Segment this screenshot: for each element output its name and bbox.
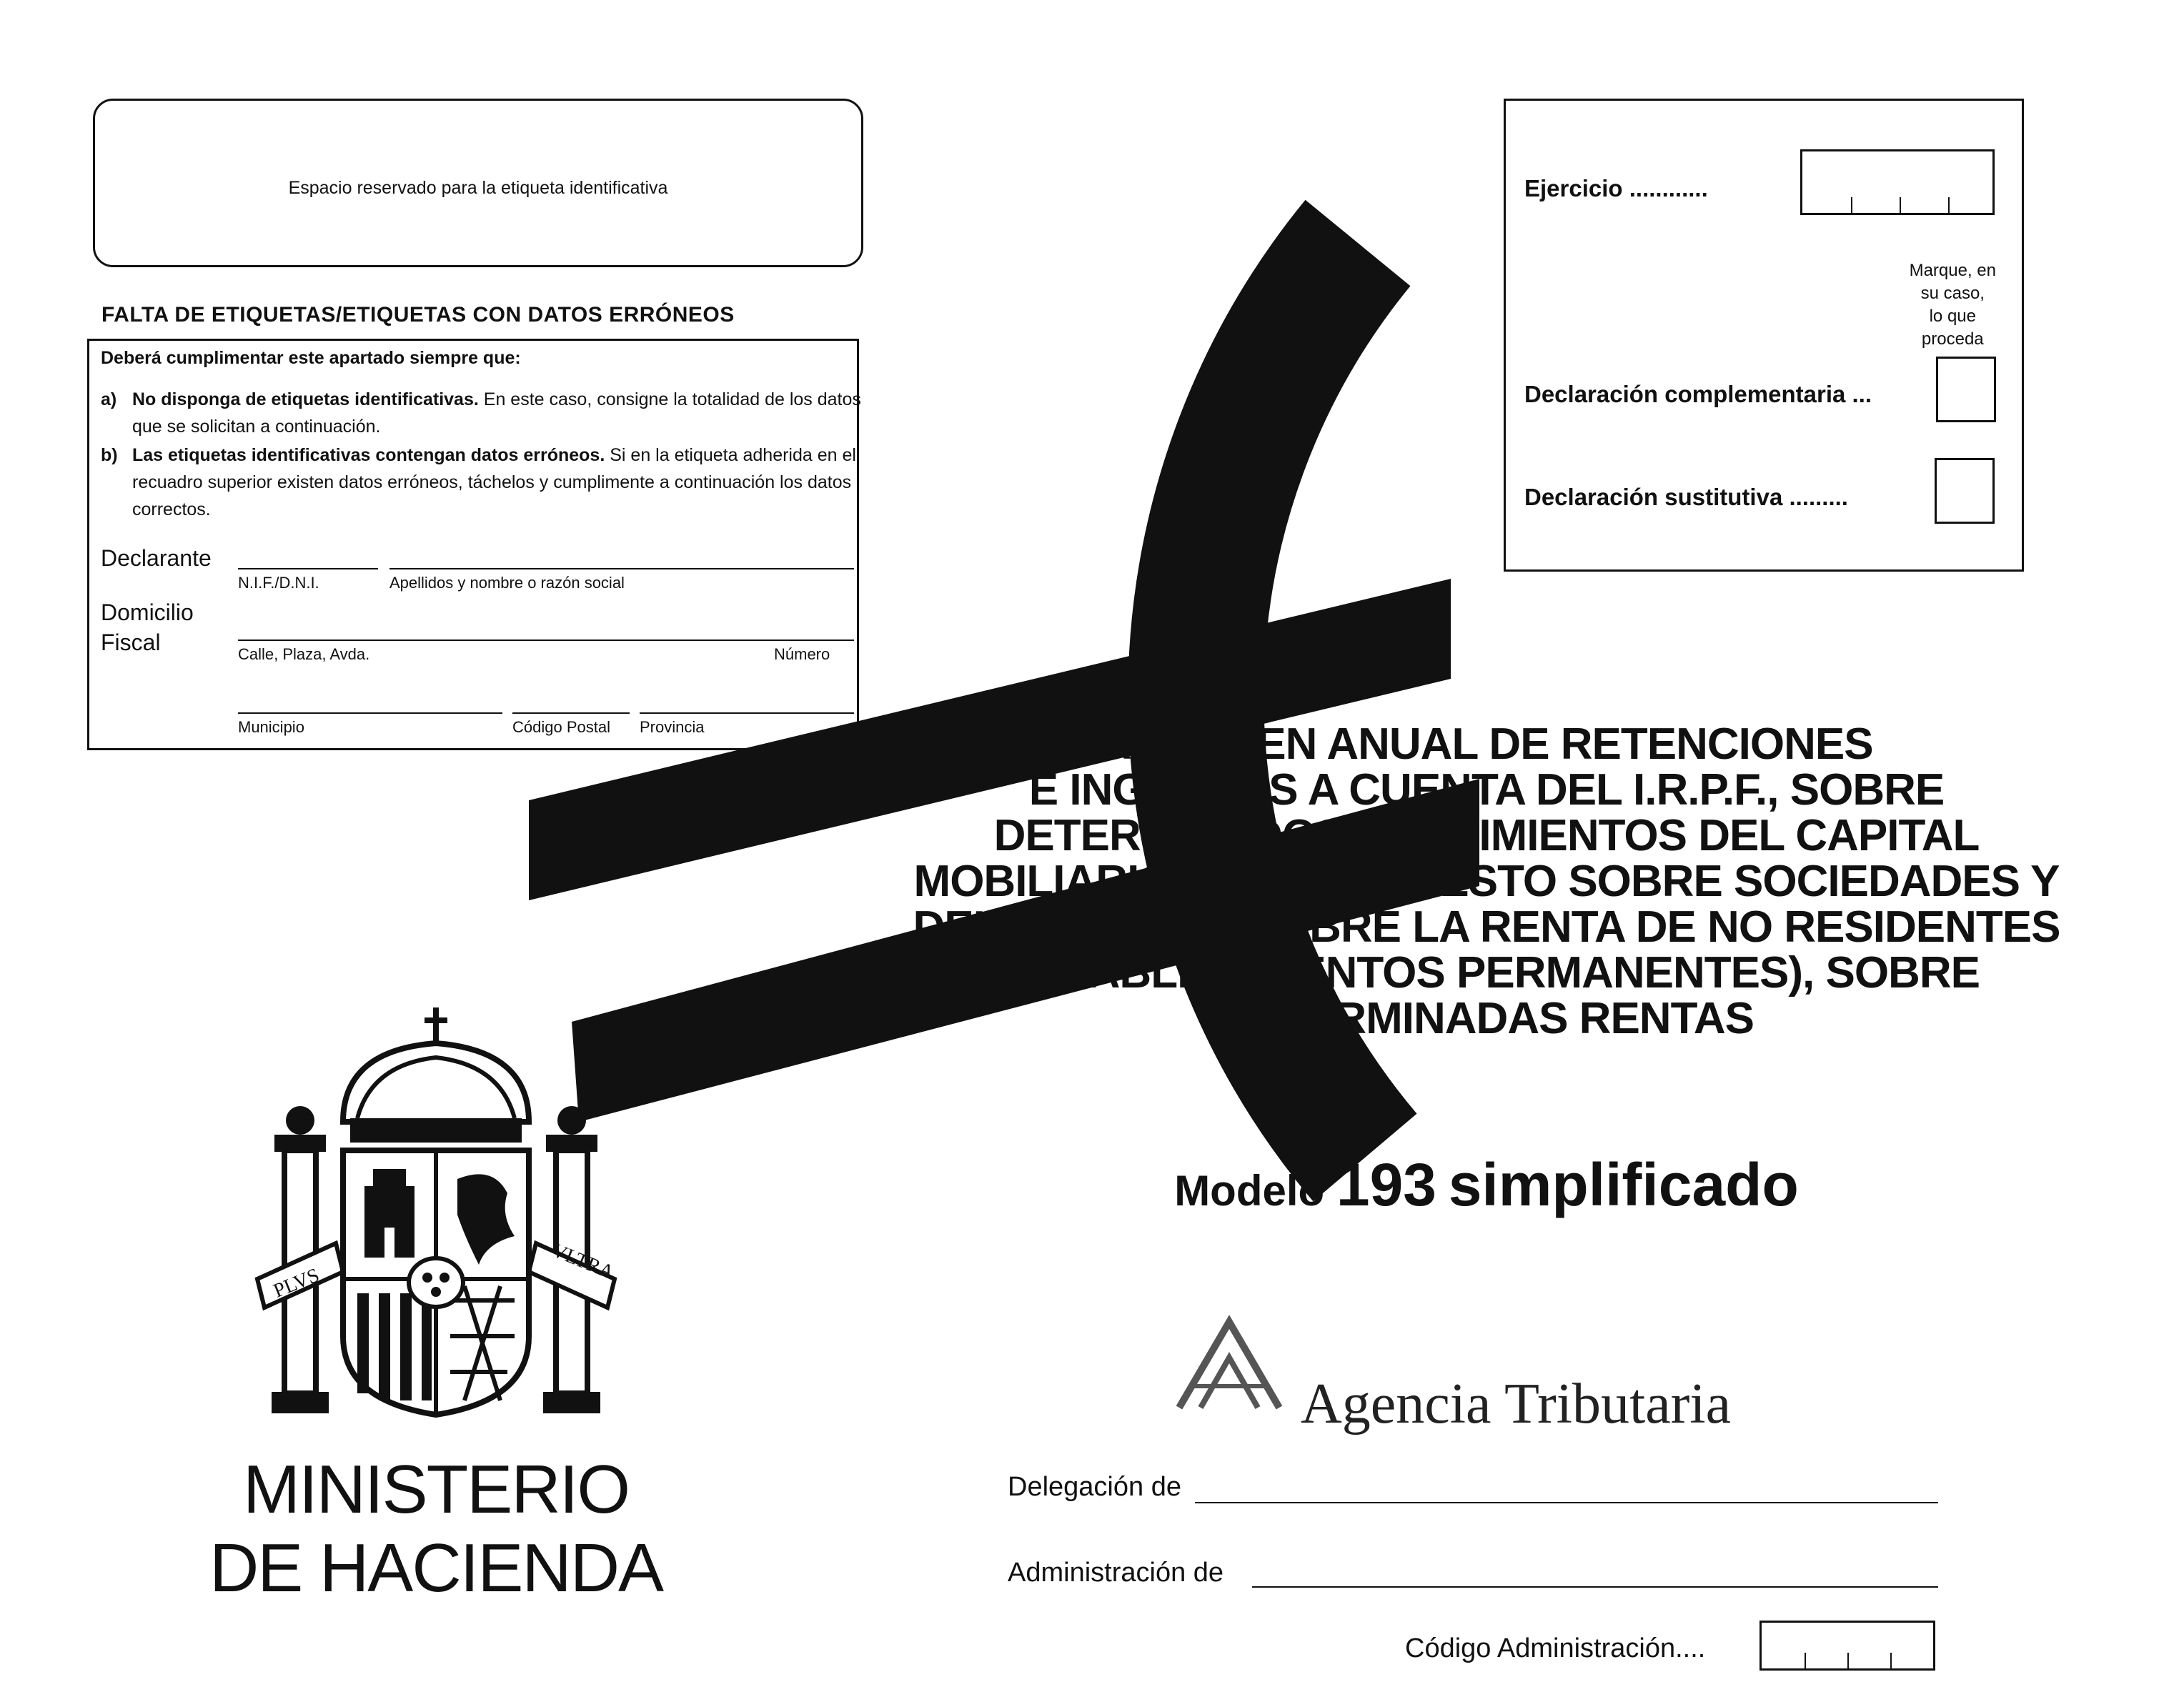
provincia-label: Provincia [640,718,705,736]
delegacion-label: Delegación de [1008,1472,1181,1502]
nif-line[interactable] [238,568,378,569]
form-title [843,722,2130,1042]
codigo-administracion-label: Código Administración.... [1405,1633,1706,1663]
item-a-text [132,385,861,414]
declaration-type-box [1504,99,2024,572]
complementaria-label: Declaración complementaria ... [1524,381,1872,407]
marque-note-line1: Marque, en [1909,261,1996,280]
declarante-label: Declarante [101,545,212,571]
item-b-line3: correctos. [132,499,211,519]
provincia-line[interactable] [640,712,854,714]
municipio-label: Municipio [238,718,304,736]
title-line-2: E INGRESOS A CUENTA DEL I.R.P.F., SOBRE [1028,765,1945,815]
title-line-5: DEL IMPUESTO SOBRE LA RENTA DE NO RESIDENTES [913,902,2060,952]
missing-labels-box [87,339,859,750]
label-reserved-box[interactable] [93,99,863,267]
municipio-line[interactable] [238,712,502,714]
complementaria-checkbox[interactable] [1936,357,1996,422]
modelo-prefix: Modelo [1174,1167,1325,1215]
nif-label: N.I.F./D.N.I. [238,574,319,592]
item-b-marker: b) [101,445,118,465]
cp-label: Código Postal [512,718,610,736]
title-line-7: DETERMINADAS RENTAS [1219,994,1754,1043]
item-b-rest: Si en la etiqueta adherida en el [610,445,856,465]
nombre-line[interactable] [389,568,854,569]
modelo-number: 193 [1336,1151,1437,1218]
marque-note [1910,259,1996,351]
modelo-suffix: simplificado [1448,1151,1799,1218]
agencia-tributaria-logo-icon [1172,1315,1286,1415]
administracion-label: Administración de [1008,1558,1224,1588]
coat-of-arms-icon [250,1000,622,1443]
title-line-3: DETERMINADOS RENDIMIENTOS DEL CAPITAL [993,811,1980,860]
label-reserved-text: Espacio reservado para la etiqueta identificativa [288,178,668,198]
motto-right: VLTRA [548,1239,617,1284]
ministry-name [179,1450,693,1608]
delegacion-field[interactable] [1195,1502,1938,1503]
codigo-administracion-field[interactable] [1759,1621,1935,1671]
marque-note-line3: lo que [1929,307,1976,326]
item-b-line2: recuadro superior existen datos erróneos, táchelos y cumplimente a continuación los datos [132,472,852,492]
item-a-bold: No disponga de etiquetas identificativas. [132,389,479,409]
item-b-bold: Las etiquetas identificativas contengan datos erróneos. [132,445,605,465]
item-b-text [132,441,856,469]
nombre-label: Apellidos y nombre o razón social [389,574,625,592]
ejercicio-label: Ejercicio ............ [1524,175,1708,201]
fiscal-label: Fiscal [101,629,161,655]
marque-note-line4: proceda [1921,329,1984,349]
item-a-rest: En este caso, consigne la totalidad de los datos [483,389,861,409]
sustitutiva-checkbox[interactable] [1935,458,1995,524]
agencia-tributaria-name: Agencia Tributaria [1301,1373,1732,1435]
numero-label: Número [774,645,830,663]
item-a-line2: que se solicitan a continuación. [132,417,381,437]
ministry-line-2: DE HACIENDA [209,1530,663,1606]
cp-line[interactable] [512,712,630,714]
motto-left: PLVS [270,1264,323,1303]
ejercicio-field[interactable] [1800,149,1995,215]
title-line-1: RESUMEN ANUAL DE RETENCIONES [1100,720,1873,769]
title-line-4: MOBILIARIO, Y DEL IMPUESTO SOBRE SOCIEDADES Y [913,857,2060,906]
ministry-line-1: MINISTERIO [242,1451,629,1528]
marque-note-line2: su caso, [1920,284,1985,303]
missing-labels-title: FALTA DE ETIQUETAS/ETIQUETAS CON DATOS ERRÓNEOS [101,303,735,327]
sustitutiva-label: Declaración sustitutiva ......... [1524,484,1848,510]
title-line-6: (ESTABLECIMIENTOS PERMANENTES), SOBRE [993,948,1980,997]
calle-line[interactable] [238,640,854,641]
domicilio-label: Domicilio [101,599,194,625]
calle-label: Calle, Plaza, Avda. [238,645,370,663]
item-a-marker: a) [101,389,117,409]
modelo-heading [843,1150,2130,1220]
administracion-field[interactable] [1252,1586,1938,1588]
missing-labels-intro: Deberá cumplimentar este apartado siempre que: [101,348,521,368]
